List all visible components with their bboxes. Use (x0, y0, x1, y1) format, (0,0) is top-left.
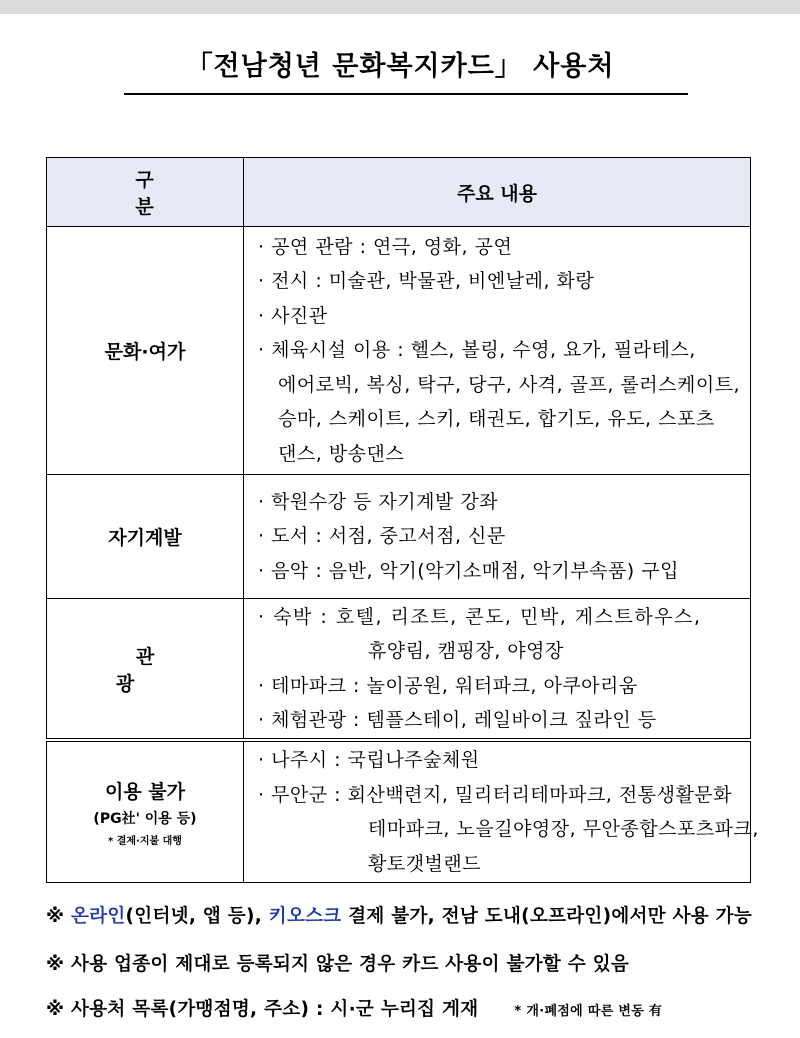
row-category (47, 599, 244, 741)
note-text: (인터넷, 앱 등), (125, 906, 269, 927)
row-content (244, 227, 751, 475)
note-online-kiosk (46, 902, 752, 928)
content-line: · 체험관광 : 템플스테이, 레일바이크 짚라인 등 (258, 709, 657, 731)
table-row (47, 475, 751, 599)
usage-table (46, 157, 759, 883)
table-row (47, 740, 751, 883)
content-line: · 공연 관람 : 연극, 영화, 공연 (258, 235, 513, 258)
header-category: 구 분 (47, 158, 244, 227)
content-line: 휴양림, 캠핑장, 야영장 (368, 640, 564, 662)
note-list (46, 995, 662, 1021)
content-line: · 사진관 (258, 304, 328, 327)
row-category-sub: (PG社' 이용 등) (93, 811, 197, 827)
title-underline (124, 93, 688, 95)
table-row (47, 599, 751, 741)
content-line: 승마, 스케이트, 스키, 태권도, 합기도, 유도, 스포츠 (278, 408, 715, 431)
note-kiosk-highlight: 키오스크 (268, 906, 342, 927)
row-category: 문화·여가 (47, 227, 244, 475)
page-title: 「전남청년 문화복지카드」 사용처 (185, 51, 615, 82)
note-small: * 개·폐점에 따른 변동 有 (514, 1004, 663, 1019)
content-line: · 도서 : 서점, 중고서점, 신문 (258, 525, 506, 548)
note-mark: ※ (46, 906, 72, 927)
note-online-highlight: 온라인 (71, 906, 126, 927)
row-category-footnote: * 결제·지불 대행 (108, 836, 182, 847)
row-content (244, 599, 751, 741)
content-line: · 체육시설 이용 : 헬스, 볼링, 수영, 요가, 필라테스, (258, 339, 696, 362)
content-line: 댄스, 방송댄스 (278, 442, 405, 465)
note-registration: ※ 사용 업종이 제대로 등록되지 않은 경우 카드 사용이 불가할 수 있음 (46, 954, 630, 975)
content-line: · 나주시 : 국립나주숲체원 (258, 749, 480, 771)
content-line: · 학원수강 등 자기계발 강좌 (258, 490, 499, 513)
row-category (47, 740, 244, 883)
row-content (244, 740, 759, 883)
content-line: · 무안군 : 회산백련지, 밀리터리테마파크, 전통생활문화 (258, 783, 733, 806)
content-line: · 테마파크 : 놀이공원, 워터파크, 아쿠아리움 (258, 674, 638, 697)
note-text: 결제 불가, 전남 도내(오프라인)에서만 사용 가능 (341, 906, 753, 927)
row-content (244, 475, 751, 599)
content-line: · 전시 : 미술관, 박물관, 비엔날레, 화랑 (258, 270, 595, 293)
table-header-row (47, 158, 751, 227)
table-row (47, 227, 751, 475)
row-category: 자기계발 (47, 475, 244, 599)
content-line: · 음악 : 음반, 악기(악기소매점, 악기부속품) 구입 (258, 559, 679, 582)
content-line: 테마파크, 노을길야영장, 무안종합스포츠파크, (368, 818, 759, 840)
row-category-label: 이용 불가 (104, 781, 186, 803)
content-line: 에어로빅, 복싱, 탁구, 당구, 사격, 골프, 롤러스케이트, (278, 373, 741, 396)
content-line: 황토갯벌랜드 (368, 852, 482, 875)
row-category-label: 관 광 (115, 645, 195, 695)
note-text: ※ 사용처 목록(가맹점명, 주소) : 시·군 누리집 게재 (46, 999, 479, 1020)
top-bar (0, 0, 800, 14)
content-line: · 숙박 : 호텔, 리조트, 콘도, 민박, 게스트하우스, (258, 605, 702, 628)
header-content: 주요 내용 (244, 158, 751, 227)
